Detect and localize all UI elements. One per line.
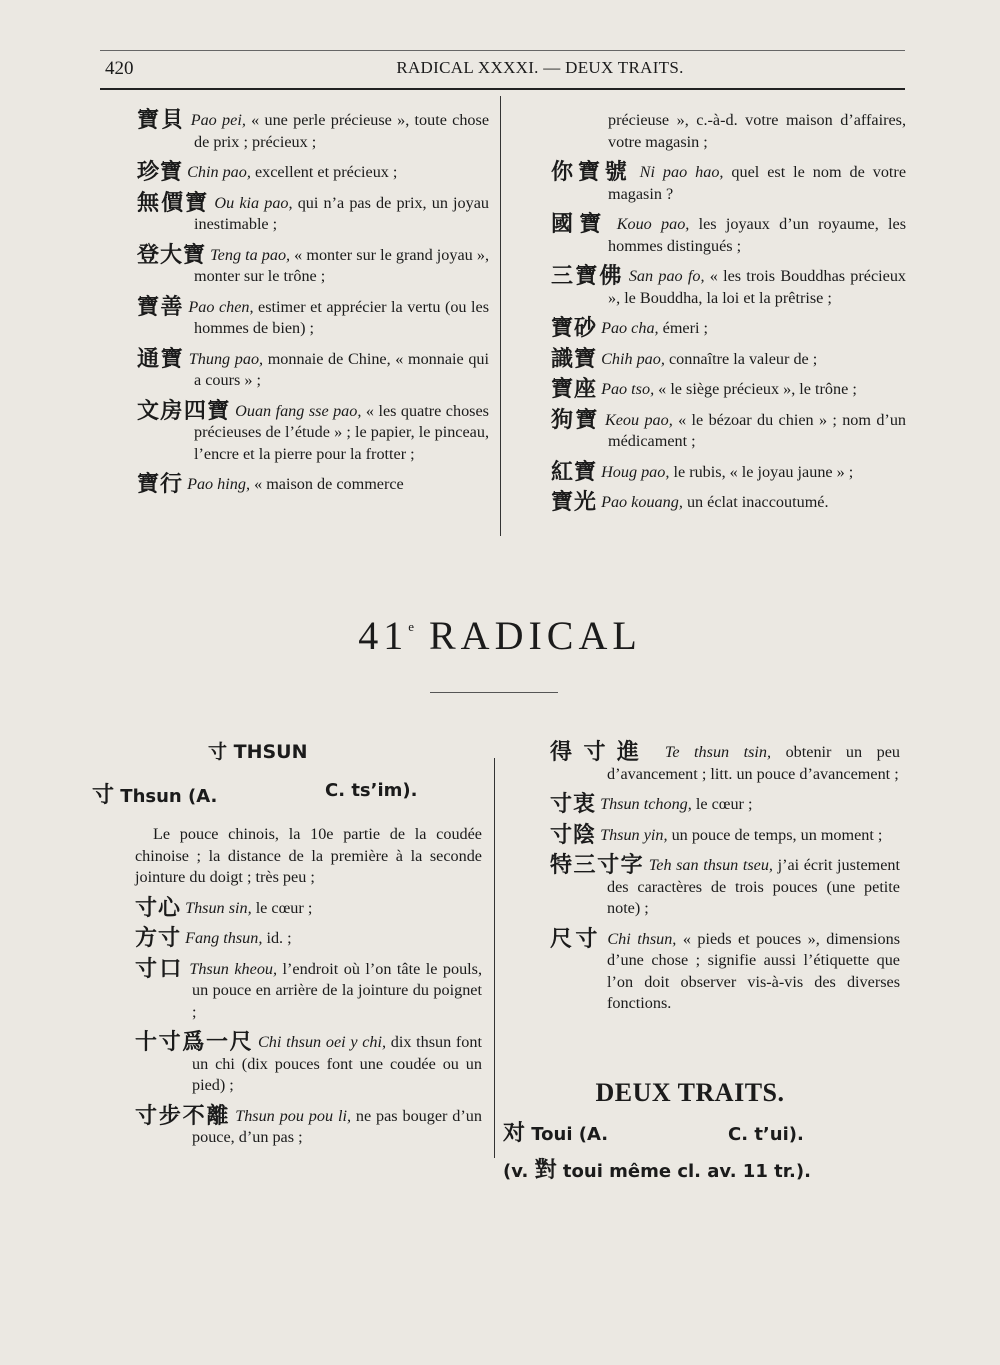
title-rule	[430, 692, 558, 693]
dictionary-entry	[135, 1032, 482, 1097]
entry-romanization: Teh san thsun tseu,	[648, 856, 773, 874]
entry-characters: 國寶	[551, 212, 608, 237]
entry-definition: « le siège précieux », le trône ;	[654, 380, 857, 398]
entry-definition: monnaie de Chine, « monnaie qui a cours » ;	[194, 349, 490, 389]
bottom-right-column	[550, 742, 900, 1024]
dictionary-entry	[137, 242, 489, 288]
thsun-char-reading: Thsun (A.	[120, 786, 218, 807]
entry-romanization: Te thsun tsin,	[664, 743, 772, 761]
dictionary-entry	[550, 742, 900, 785]
entry-characters: 寶光	[551, 490, 598, 515]
toui-char-line	[503, 1116, 608, 1147]
entry-definition: un pouce de temps, un moment ;	[667, 825, 883, 844]
entry-definition: émeri ;	[658, 319, 709, 337]
bottom-left-entries	[135, 895, 483, 1149]
entry-definition: le cœur ;	[251, 898, 313, 917]
deux-traits-heading: DEUX TRAITS.	[595, 1078, 785, 1107]
header-top-rule	[100, 50, 905, 51]
entry-definition: excellent et précieux ;	[250, 163, 398, 181]
entry-romanization: Chi thsun oei y chi,	[257, 1033, 387, 1051]
entry-definition: connaître la valeur de ;	[664, 349, 818, 368]
toui-variant-hz: 對	[534, 1158, 557, 1183]
dictionary-entry	[137, 398, 489, 466]
top-right-column	[551, 110, 906, 523]
entry-characters: 寶善	[137, 294, 184, 320]
dictionary-entry	[135, 1103, 482, 1149]
entry-romanization: Thsun yin,	[600, 825, 668, 844]
entry-characters: 識寶	[551, 346, 598, 372]
entry-definition: « maison de commerce	[250, 475, 404, 493]
thsun-char-line	[92, 778, 217, 809]
dictionary-entry	[551, 346, 906, 372]
dictionary-entry	[551, 459, 906, 485]
entry-romanization: Keou pao,	[604, 410, 673, 429]
entry-characters: 寶砂	[551, 316, 598, 341]
entry-definition: « les quatre choses précieuses de l’étude » ; le papier, le pinceau, l’encre et la pierre pour la frotter ;	[194, 401, 489, 463]
entry-romanization: Ni pao hao,	[639, 163, 724, 181]
entry-definition: obtenir un peu d’avancement ; litt. un pouce d’avancement ;	[607, 743, 900, 783]
entry-romanization: Pao pei,	[190, 111, 246, 129]
toui-variant-post: toui même cl. av. 11 tr.).	[562, 1161, 811, 1182]
bottom-left-column	[135, 824, 482, 1158]
entry-characters: 狗寶	[551, 407, 600, 433]
entry-characters: 寸衷	[550, 792, 597, 817]
thsun-char-line-c	[325, 780, 417, 801]
top-column-divider	[500, 96, 501, 536]
continuation-text: précieuse », c.-à-d. votre maison d’affaires, votre magasin ;	[608, 111, 906, 151]
dictionary-entry	[135, 956, 483, 1024]
entry-characters: 特三寸字	[550, 853, 645, 878]
page-number: 420	[105, 58, 134, 79]
entry-romanization: Thsun tchong,	[600, 795, 692, 813]
dictionary-entry	[137, 190, 490, 236]
entry-definition: dix thsun font un chi (dix pouces font une coudée ou un pied) ;	[192, 1033, 482, 1094]
radical-number: 41	[358, 613, 409, 658]
entry-characters: 登大寶	[137, 242, 207, 268]
top-left-column	[137, 110, 489, 505]
top-right-entries	[551, 162, 906, 514]
entry-definition: « une perle précieuse », toute chose de prix ; précieux ;	[194, 111, 490, 151]
thsun-heading-text: THSUN	[233, 741, 308, 763]
entry-romanization: Kouo pao,	[616, 215, 690, 233]
entry-characters: 尺寸	[550, 926, 601, 952]
entry-definition: j’ai écrit justement des caractères de trois pouces (une petite note) ;	[607, 856, 901, 917]
thsun-char-hz: 寸	[92, 783, 115, 808]
entry-characters: 寶貝	[137, 108, 186, 133]
dictionary-entry	[551, 379, 906, 401]
entry-definition: « les trois Bouddhas précieux », le Bouddha, la loi et la prêtrise ;	[608, 267, 907, 307]
entry-characters: 珍寶	[137, 160, 184, 185]
entry-romanization: Pao kouang,	[601, 493, 683, 511]
entry-characters: 寶行	[137, 472, 184, 497]
entry-definition: ne pas bouger d’un pouce, d’un pas ;	[192, 1106, 482, 1146]
entry-definition: « monter sur le grand joyau », monter sur le trône ;	[194, 245, 489, 285]
dictionary-entry	[550, 855, 900, 920]
header-bottom-rule	[100, 88, 905, 90]
entry-characters: 通寶	[137, 346, 185, 372]
dictionary-entry	[550, 822, 900, 848]
entry-characters: 三寶佛	[551, 264, 624, 289]
entry-romanization: Thung pao,	[188, 349, 264, 368]
toui-variant-line	[503, 1153, 811, 1184]
entry-definition: un éclat inaccoutumé.	[682, 493, 829, 511]
thsun-heading	[208, 737, 308, 764]
thsun-heading-hz: 寸	[208, 741, 228, 763]
entry-romanization: Pao tso,	[601, 380, 655, 398]
entry-romanization: Ouan fang sse pao,	[235, 401, 362, 420]
entry-definition: « le bézoar du chien » ; nom d’un médicament ;	[608, 410, 907, 450]
radical-word: RADICAL	[429, 613, 642, 658]
entry-romanization: Houg pao,	[601, 462, 670, 481]
dictionary-entry	[551, 162, 906, 205]
entry-romanization: Chin pao,	[187, 163, 251, 181]
entry-definition: le cœur ;	[691, 795, 753, 813]
dictionary-entry	[551, 407, 907, 453]
dictionary-entry	[550, 926, 901, 1015]
entry-definition: le rubis, « le joyau jaune » ;	[669, 462, 854, 481]
entry-characters: 寸步不離	[135, 1103, 231, 1129]
thsun-definition: Le pouce chinois, la 10e partie de la coudée chinoise ; la distance de la première à la seconde jointure du doigt ; très peu ;	[135, 825, 482, 886]
entry-romanization: Teng ta pao,	[210, 245, 291, 264]
entry-characters: 無價寶	[137, 190, 210, 216]
entry-characters: 紅寶	[551, 459, 598, 485]
toui-variant-pre: (v.	[503, 1161, 529, 1182]
entry-romanization: Thsun kheou,	[189, 959, 278, 978]
entry-characters: 寶座	[551, 377, 598, 402]
entry-characters: 方寸	[135, 926, 182, 951]
entry-characters: 文房四寶	[137, 398, 231, 424]
entry-characters: 你寶號	[551, 160, 632, 185]
page-header	[100, 50, 905, 90]
toui-reading: Toui (A.	[531, 1124, 609, 1145]
dictionary-entry	[551, 214, 906, 257]
dictionary-entry	[551, 266, 906, 309]
dictionary-entry	[137, 294, 489, 340]
entry-definition: les joyaux d’un royaume, les hommes distingués ;	[608, 215, 906, 255]
entry-definition: estimer et apprécier la vertu (ou les hommes de bien) ;	[194, 297, 489, 337]
entry-romanization: Ou kia pao,	[214, 193, 293, 212]
dictionary-entry	[137, 110, 489, 153]
entry-definition: id. ;	[262, 929, 292, 947]
entry-definition: « pieds et pouces », dimensions d’une chose ; signifie aussi l’étiquette que l’on doit observer vis-à-vis des diverses fonctions.	[607, 929, 901, 1012]
entry-romanization: Pao cha,	[601, 319, 659, 337]
dictionary-entry	[551, 492, 906, 514]
dictionary-entry	[550, 794, 900, 816]
toui-reading-c: C. t’ui).	[728, 1124, 804, 1145]
dictionary-entry	[135, 928, 482, 950]
entry-romanization: Thsun sin,	[185, 898, 252, 917]
entry-definition: qui n’a pas de prix, un joyau inestimable ;	[194, 193, 490, 233]
entry-romanization: Thsun pou pou li,	[235, 1106, 351, 1125]
thsun-char-reading-c: C. ts’im).	[325, 780, 418, 801]
entry-romanization: Pao chen,	[188, 297, 254, 316]
running-head: RADICAL XXXXI. — DEUX TRAITS.	[396, 58, 684, 77]
dictionary-entry	[137, 162, 489, 184]
entry-definition: quel est le nom de votre magasin ?	[608, 163, 906, 203]
entry-characters: 寸心	[135, 895, 182, 921]
radical-number-suffix: e	[408, 619, 414, 634]
dictionary-entry	[135, 895, 482, 921]
dictionary-entry	[551, 318, 906, 340]
toui-char-hz: 对	[503, 1121, 526, 1146]
entry-characters: 十寸爲一尺	[135, 1030, 254, 1055]
dictionary-entry	[137, 474, 489, 496]
bottom-column-divider	[494, 758, 495, 1158]
entry-definition: l’endroit où l’on tâte le pouls, un pouce en arrière de la jointure du poignet ;	[192, 959, 483, 1021]
entry-characters: 寸口	[135, 956, 184, 982]
entry-romanization: Fang thsun,	[185, 929, 263, 947]
entry-romanization: Chih pao,	[601, 349, 665, 368]
dictionary-entry	[137, 346, 490, 392]
entry-romanization: Pao hing,	[187, 475, 251, 493]
radical-title	[0, 612, 1000, 659]
entry-romanization: San pao fo,	[628, 267, 705, 285]
toui-char-line-c	[728, 1124, 804, 1145]
entry-characters: 得寸進	[550, 740, 651, 765]
entry-romanization: Chi thsun,	[607, 929, 677, 948]
entry-characters: 寸陰	[550, 822, 597, 848]
